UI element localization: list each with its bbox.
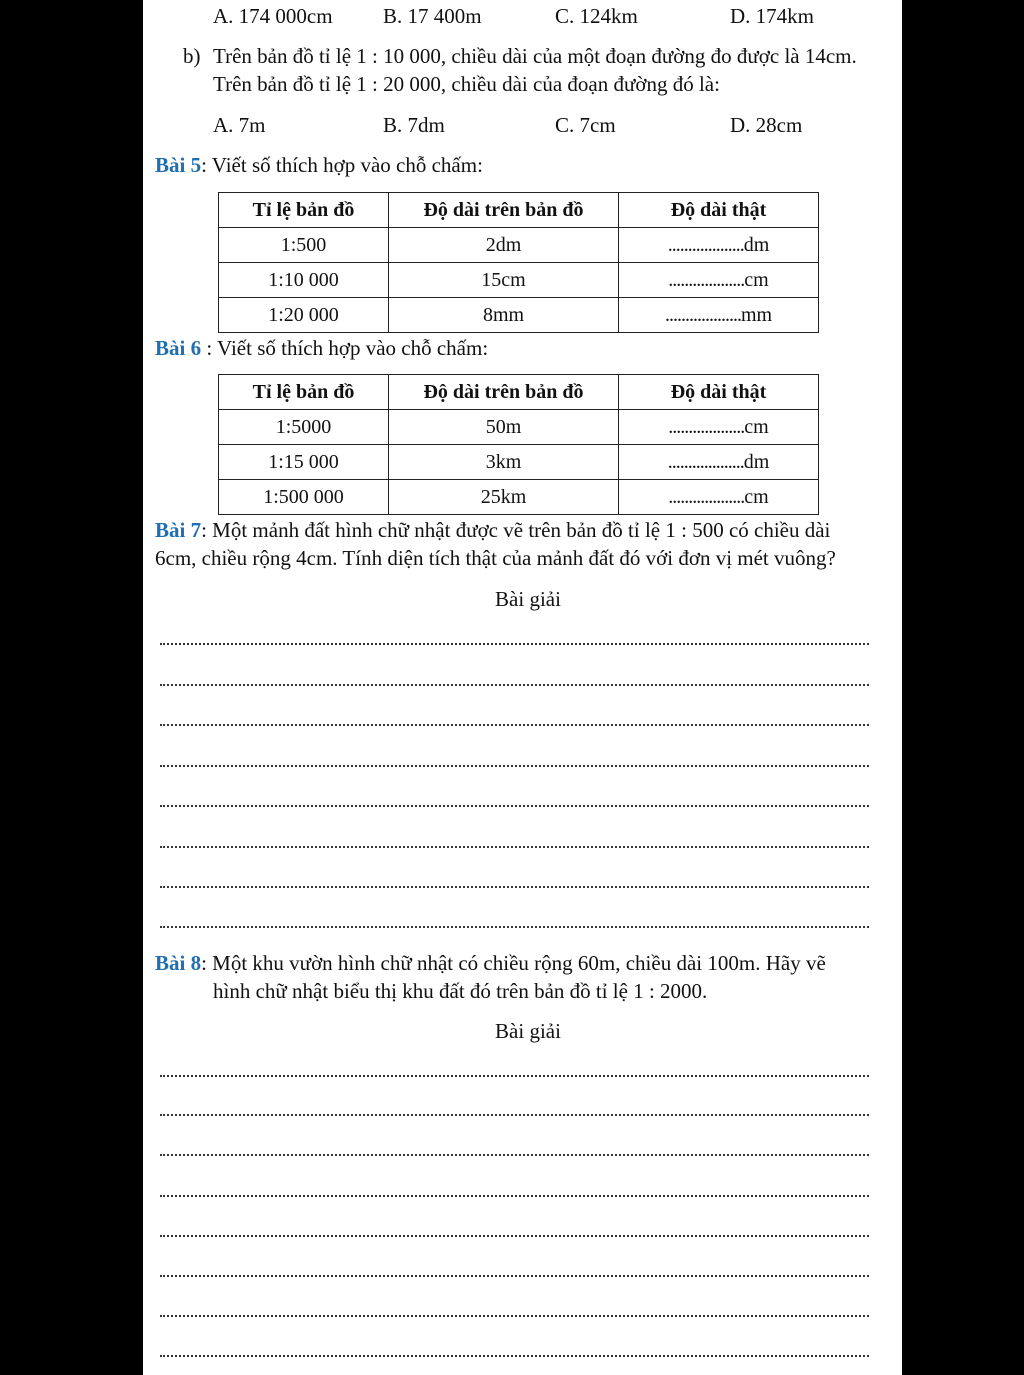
q4a-option-d: D. 174km: [730, 4, 814, 28]
header-map-length: Độ dài trên bản đồ: [389, 193, 619, 228]
answer-line: [160, 926, 869, 928]
answer-line: [160, 886, 869, 888]
bai8-line1: [155, 951, 826, 975]
answer-line: [160, 765, 869, 767]
q4b-label: b): [183, 44, 201, 68]
answer-line: [160, 1075, 869, 1077]
table-header-row: [219, 375, 819, 410]
bai7-solution-title: Bài giải: [495, 587, 561, 611]
scale-cell: 1:500 000: [219, 480, 389, 515]
bai5-heading: [155, 153, 483, 177]
bai8-label: Bài 8: [155, 951, 202, 975]
answer-line: [160, 1114, 869, 1116]
answer-line: [160, 1154, 869, 1156]
header-real-length: Độ dài thật: [619, 375, 819, 410]
scale-cell: 1:500: [219, 228, 389, 263]
unit-label: cm: [744, 485, 769, 508]
bai6-heading: [155, 336, 488, 360]
scale-cell: 1:15 000: [219, 445, 389, 480]
answer-cell[interactable]: [619, 410, 819, 445]
unit-label: dm: [743, 233, 770, 256]
scale-cell: 1:10 000: [219, 263, 389, 298]
unit-label: mm: [740, 303, 773, 326]
q4b-option-c: C. 7cm: [555, 113, 616, 137]
table-row: [219, 263, 819, 298]
answer-blank: ...................: [668, 268, 745, 291]
map-length-cell: 15cm: [389, 263, 619, 298]
bai8-text: : Một khu vườn hình chữ nhật có chiều rộng 60m, chiều dài 100m. Hãy vẽ: [201, 951, 826, 975]
answer-line: [160, 805, 869, 807]
header-map-length: Độ dài trên bản đồ: [389, 375, 619, 410]
q4a-option-a: A. 174 000cm: [213, 4, 333, 28]
header-real-length: Độ dài thật: [619, 193, 819, 228]
q4b-option-d: D. 28cm: [730, 113, 803, 137]
table-header-row: [219, 193, 819, 228]
unit-label: dm: [743, 450, 770, 473]
answer-cell[interactable]: [619, 263, 819, 298]
scale-cell: 1:5000: [219, 410, 389, 445]
header-scale: Tỉ lệ bản đồ: [219, 375, 389, 410]
answer-blank: ...................: [664, 303, 741, 326]
table-row: [219, 445, 819, 480]
bai8-solution-title: Bài giải: [495, 1019, 561, 1043]
q4b-line2: Trên bản đồ tỉ lệ 1 : 20 000, chiều dài của đoạn đường đó là:: [213, 72, 720, 96]
bai7-line2: 6cm, chiều rộng 4cm. Tính diện tích thật của mảnh đất đó với đơn vị mét vuông?: [155, 546, 836, 570]
answer-blank: ...................: [667, 450, 744, 473]
bai6-table: [218, 374, 819, 515]
unit-label: cm: [744, 268, 769, 291]
answer-line: [160, 684, 869, 686]
answer-line: [160, 724, 869, 726]
bai6-label: Bài 6: [155, 336, 202, 360]
answer-line: [160, 1315, 869, 1317]
table-row: [219, 410, 819, 445]
table-row: [219, 480, 819, 515]
answer-cell[interactable]: [619, 298, 819, 333]
table-row: [219, 228, 819, 263]
answer-line: [160, 643, 869, 645]
answer-line: [160, 1195, 869, 1197]
header-scale: Tỉ lệ bản đồ: [219, 193, 389, 228]
answer-line: [160, 1355, 869, 1357]
map-length-cell: 8mm: [389, 298, 619, 333]
bai8-line2: hình chữ nhật biểu thị khu đất đó trên bản đồ tỉ lệ 1 : 2000.: [213, 979, 708, 1003]
q4b-option-a: A. 7m: [213, 113, 266, 137]
bai7-label: Bài 7: [155, 518, 202, 542]
map-length-cell: 3km: [389, 445, 619, 480]
q4a-option-b: B. 17 400m: [383, 4, 482, 28]
bai5-table: [218, 192, 819, 333]
answer-blank: ...................: [668, 485, 745, 508]
worksheet-page: [143, 0, 902, 1375]
scale-cell: 1:20 000: [219, 298, 389, 333]
bai7-text: : Một mảnh đất hình chữ nhật được vẽ trên bản đồ tỉ lệ 1 : 500 có chiều dài: [201, 518, 831, 542]
answer-blank: ...................: [668, 415, 745, 438]
answer-line: [160, 1275, 869, 1277]
table-row: [219, 298, 819, 333]
bai7-line1: [155, 518, 830, 542]
answer-cell[interactable]: [619, 480, 819, 515]
map-length-cell: 25km: [389, 480, 619, 515]
q4a-option-c: C. 124km: [555, 4, 638, 28]
unit-label: cm: [744, 415, 769, 438]
map-length-cell: 2dm: [389, 228, 619, 263]
answer-blank: ...................: [667, 233, 744, 256]
q4b-line1: Trên bản đồ tỉ lệ 1 : 10 000, chiều dài của một đoạn đường đo được là 14cm.: [213, 44, 857, 68]
answer-line: [160, 1235, 869, 1237]
q4b-option-b: B. 7dm: [383, 113, 445, 137]
answer-cell[interactable]: [619, 445, 819, 480]
answer-line: [160, 846, 869, 848]
bai5-text: : Viết số thích hợp vào chỗ chấm:: [201, 153, 483, 177]
answer-cell[interactable]: [619, 228, 819, 263]
map-length-cell: 50m: [389, 410, 619, 445]
bai5-label: Bài 5: [155, 153, 202, 177]
bai6-text: : Viết số thích hợp vào chỗ chấm:: [201, 336, 489, 360]
